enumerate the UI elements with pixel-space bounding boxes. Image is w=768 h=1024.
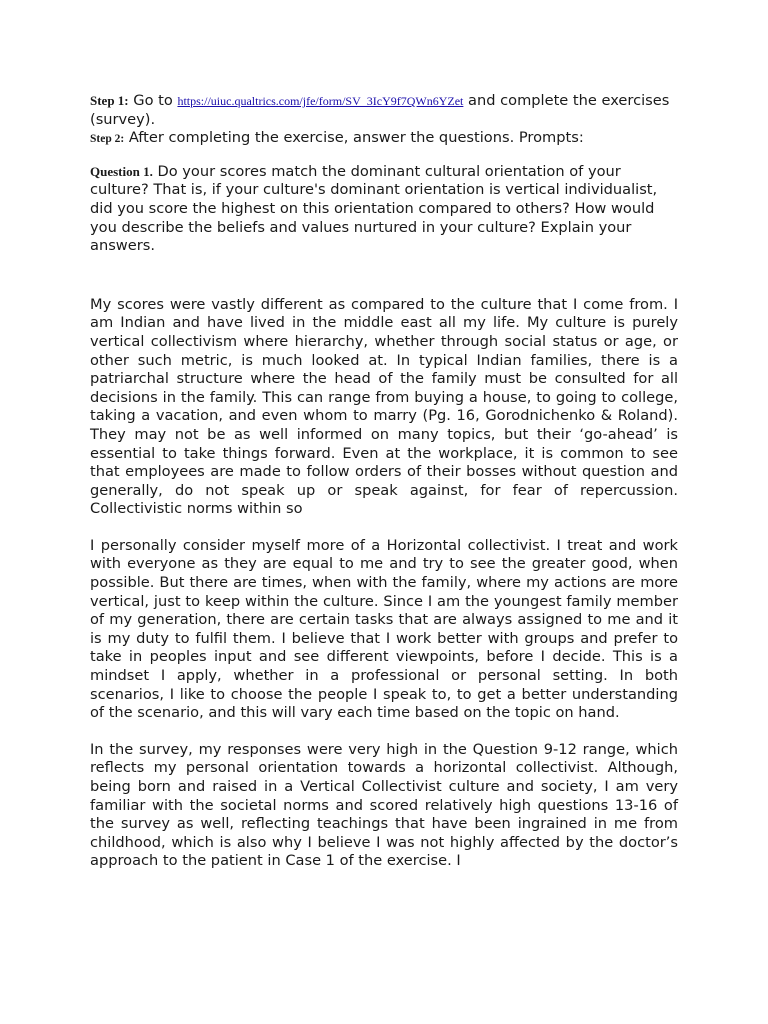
answer-paragraph-2: I personally consider myself more of a Horizontal collectivist. I treat and work with everyone as they are equal to me and try to see the greater good, when possible. But there are times, when with the family, where my actions are more vertical, just to keep within the culture. Since I am the youngest family member of my generation, there are certain tasks that are always assigned to me and it is my duty to fulfil them. I believe that I work better with groups and prefer to take in peoples input and see different viewpoints, before I decide. This is a mindset I apply, whether in a professional or personal setting. In both scenarios, I like to choose the people I speak to, to get a better understanding of the scenario, and this will vary each time based on the topic on hand. bbox=[90, 536, 678, 722]
step-2 bbox=[90, 129, 678, 149]
step-1 bbox=[90, 92, 678, 129]
survey-link[interactable]: https://uiuc.qualtrics.com/jfe/form/SV_3IcY9f7QWn6YZet bbox=[177, 94, 464, 108]
question-1-text: Do your scores match the dominant cultural orientation of your culture? That is, if your culture's dominant orientation is vertical individualist, did you score the highest on this orientation compared to others? How would you describe the beliefs and values nurtured in your culture? Explain your answers. bbox=[90, 162, 658, 255]
step-2-text: After completing the exercise, answer the questions. Prompts: bbox=[124, 129, 584, 147]
step-1-text-before: Go to bbox=[128, 92, 178, 109]
answer-paragraph-1: My scores were vastly different as compared to the culture that I come from. I am Indian and have lived in the middle east all my life. My culture is purely vertical collectivism where hierarchy, whether through social status or age, or other such metric, is much looked at. In typical Indian families, there is a patriarchal structure where the head of the family must be consulted for all decisions in the family. This can range from buying a house, to going to college, taking a vacation, and even whom to marry (Pg. 16, Gorodnichenko & Roland). They may not be as well informed on many topics, but their ‘go-ahead’ is essential to take things forward. Even at the workplace, it is common to see that employees are made to follow orders of their bosses without question and generally, do not speak up or speak against, for fear of repercussion. Collectivistic norms within so bbox=[90, 295, 678, 518]
step-1-label: Step 1: bbox=[90, 93, 129, 108]
answer-paragraph-3: In the survey, my responses were very high in the Question 9-12 range, which reflects my personal orientation towards a horizontal collectivist. Although, being born and raised in a Vertical Collectivist culture and society, I am very familiar with the societal norms and scored relatively high questions 13-16 of the survey as well, reflecting teachings that have been ingrained in me from childhood, which is also why I believe I was not highly affected by the doctor’s approach to the patient in Case 1 of the exercise. I bbox=[90, 740, 678, 870]
step-1-text-after: and complete the exercises (survey). bbox=[90, 92, 670, 128]
document-page bbox=[90, 92, 678, 871]
question-1 bbox=[90, 163, 678, 256]
question-1-label: Question 1. bbox=[90, 163, 153, 179]
step-2-label: Step 2: bbox=[90, 133, 125, 146]
